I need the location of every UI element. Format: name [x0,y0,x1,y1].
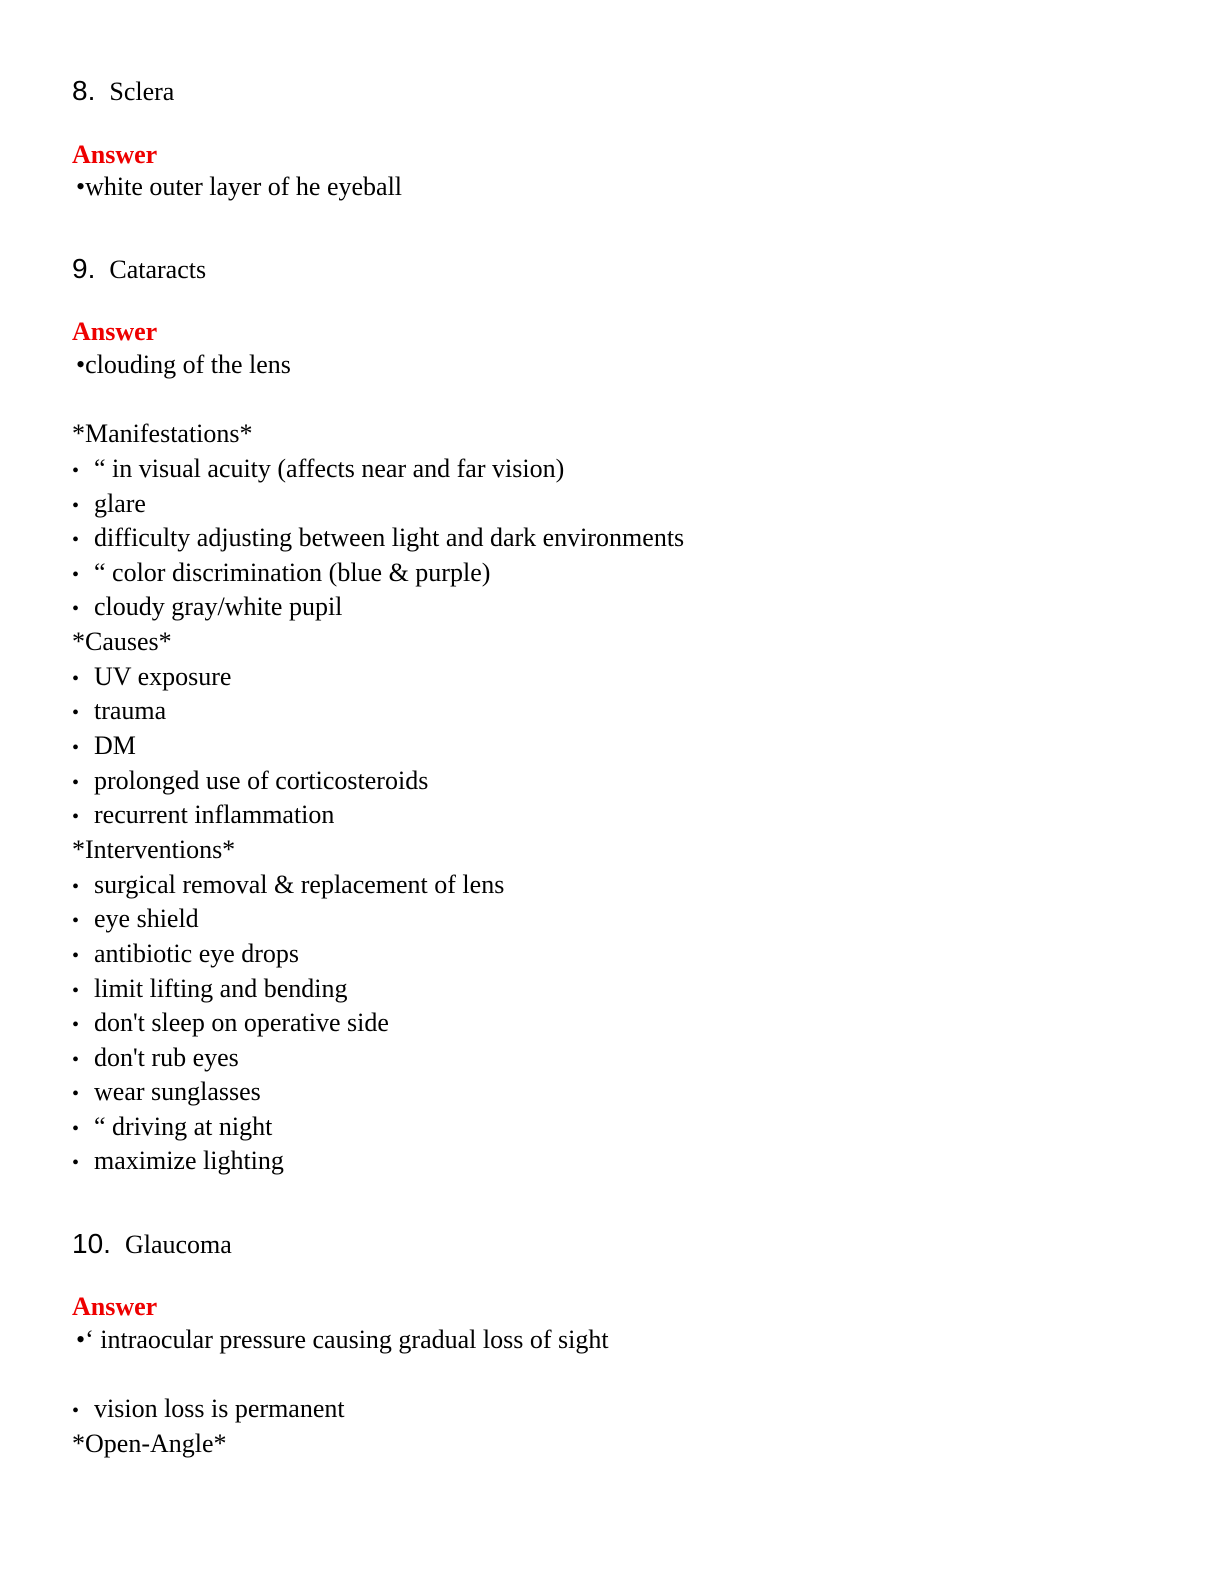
list-item: • trauma [72,696,166,728]
list-item: • limit lifting and bending [72,974,347,1006]
question-term: Glaucoma [124,1230,232,1259]
list-item: • vision loss is permanent [72,1394,345,1426]
bullet-icon: • [72,772,80,794]
bullet-icon: • [72,598,80,620]
list-item: • UV exposure [72,662,231,694]
bullet-icon: • [72,668,80,690]
list-item: • maximize lighting [72,1146,284,1178]
answer-text: •‘ intraocular pressure causing gradual loss of sight [76,1325,609,1354]
bullet-icon: • [72,1083,80,1105]
bullet-icon: • [72,702,80,724]
list-item: • recurrent inflammation [72,800,334,832]
interventions-heading: *Interventions* [72,835,236,864]
bullet-icon: • [72,529,80,551]
question-8-title [72,76,174,107]
bullet-icon: • [72,495,80,517]
list-item: • eye shield [72,904,199,936]
list-item: • “ driving at night [72,1112,272,1144]
question-number: 9. [72,253,96,284]
list-item: • “ in visual acuity (affects near and far vision) [72,454,564,486]
list-item: • “ color discrimination (blue & purple) [72,558,490,590]
question-9-title [72,254,206,285]
list-item: • surgical removal & replacement of lens [72,870,504,902]
list-item: • antibiotic eye drops [72,939,299,971]
list-item: • don't rub eyes [72,1043,239,1075]
list-item: • prolonged use of corticosteroids [72,766,428,798]
list-item: • difficulty adjusting between light and dark environments [72,523,684,555]
question-number: 8. [72,75,96,106]
bullet-icon: • [72,980,80,1002]
list-item: • cloudy gray/white pupil [72,592,342,624]
bullet-icon: • [72,1152,80,1174]
bullet-icon: • [72,1118,80,1140]
bullet-icon: • [72,876,80,898]
bullet-icon: • [72,737,80,759]
bullet-icon: • [72,910,80,932]
list-item: • wear sunglasses [72,1077,261,1109]
list-item: • don't sleep on operative side [72,1008,389,1040]
list-item: • glare [72,489,146,521]
answer-text: •white outer layer of he eyeball [76,172,403,201]
bullet-icon: • [72,1049,80,1071]
bullet-icon: • [72,1400,80,1422]
question-10-title [72,1229,232,1260]
bullet-icon: • [72,806,80,828]
open-angle-heading: *Open-Angle* [72,1429,227,1458]
bullet-icon: • [72,945,80,967]
bullet-icon: • [72,564,80,586]
causes-heading: *Causes* [72,627,172,656]
answer-text: •clouding of the lens [76,350,291,379]
question-number: 10. [72,1228,111,1259]
answer-label: Answer [72,1292,158,1321]
list-item: • DM [72,731,136,763]
bullet-icon: • [72,1014,80,1036]
question-term: Sclera [109,77,175,106]
answer-label: Answer [72,140,158,169]
question-term: Cataracts [109,255,207,284]
answer-label: Answer [72,317,158,346]
bullet-icon: • [72,460,80,482]
manifestations-heading: *Manifestations* [72,419,253,448]
